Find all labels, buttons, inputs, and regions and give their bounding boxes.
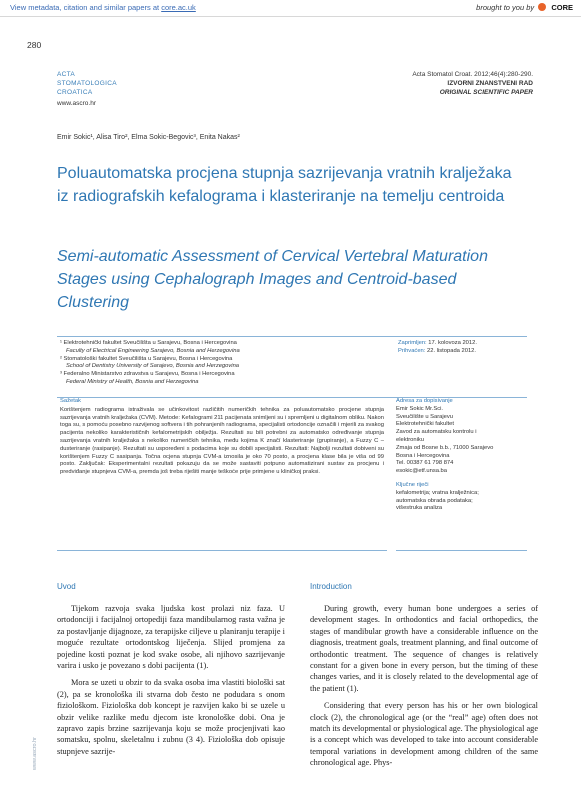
affiliations: ¹ Elektrotehnički fakultet Sveučilišta u Sarajevu, Bosna i Hercegovina Faculty of Electrical Engineering Sarajevo, Bosnia and Herzegovina ² Stomatološki fakultet Sveučilišta u Sarajevu, Bosna i Hercegovina School of Dentistry University of Sarajevo, Bosnia and Herzegovina ³ Federalno Ministarstvo zdravstva u Sarajevu, Bosna i Hercegovina Federal Ministry of Health, Bosnia and Herzegovina	[60, 340, 240, 385]
introduction-body: During growth, every human bone undergoes a series of development stages. In orthodontics and facial orthopedics, the stages of mandibular growth have a considerable influence on the diagnosis, treatment goals, treatment planning, and final outcome of orthodontic treatment. The sequence of changes is relatively constant for a given bone in every person, but the timing of these changes varies, and it is closely related to the developmental age of the patient (1). Considering that every person has his or her own biological clock (2), the chronological age (or the “real” age) often does not match its developmental or physiological age. The physiological age is a concept which was developed to take into account considerable temporal variations in development among children of the same chronological age. Phys-	[310, 604, 538, 768]
citation-block	[412, 70, 533, 97]
introduction-heading: Introduction	[310, 582, 352, 591]
side-url: www.ascro.hr	[32, 736, 38, 770]
uvod-section	[57, 582, 285, 757]
dates: Zaprimljen: 17. kolovoza 2012. Prihvaćen: 22. listopada 2012.	[398, 340, 477, 354]
core-banner	[0, 0, 581, 17]
core-metadata-link[interactable]: View metadata, citation and similar papers at core.ac.uk	[10, 3, 196, 12]
contact-email[interactable]: esokic@etf.unsa.ba	[396, 468, 448, 475]
correspondence-heading: Adresa za dopisivanje	[396, 398, 453, 404]
keywords-heading: Ključne riječi	[396, 481, 429, 488]
journal-url: www.ascro.hr	[57, 100, 97, 107]
correspondence: Adresa za dopisivanje Emir Sokic Mr.Sci. Sveučilište u Sarajevu Elektrotehnički fakultet Zavod za automatsku kontrolu i elektroniku Zmaja od Bosne b.b., 71000 Sarajevo Bosna i Hercegovina Tel. 00387 61 798 874 esokic@etf.unsa.ba Ključne riječi kefalometrija; vratna kralježnica; automatska obrada podataka; višestruka analiza	[396, 398, 527, 551]
abstract-heading: Sažetak	[60, 398, 81, 404]
abstract	[57, 398, 387, 551]
affiliation-block	[57, 336, 527, 398]
uvod-heading: Uvod	[57, 582, 76, 591]
title-croatian: Poluautomatska procjena stupnja sazrijevanja vratnih kralježaka iz radiografskih kefalograma i klasteriranje na temelju centroida	[57, 165, 512, 205]
core-brand[interactable]: brought to you by CORE	[476, 3, 573, 12]
authors: Emir Sokic¹, Alisa Tiro², Elma Sokic-Begovic³, Enita Nakas²	[57, 134, 240, 141]
core-logo-icon	[538, 3, 546, 11]
paper-type-en: ORIGINAL SCIENTIFIC PAPER	[439, 89, 533, 96]
introduction-section	[310, 582, 538, 769]
title-english: Semi-automatic Assessment of Cervical Vertebral Maturation Stages using Cephalograph Images and Centroid-based Clustering	[57, 248, 488, 311]
core-link[interactable]: core.ac.uk	[161, 3, 196, 12]
paper-type-hr: IZVORNI ZNANSTVENI RAD	[447, 80, 533, 87]
page-number: 280	[27, 40, 42, 50]
journal-name: ACTA STOMATOLOGICA CROATICA	[57, 71, 117, 96]
abstract-text: Korištenjem radiograma istraživala se učinkovitost različitih numeričkih tehnika za poluautomatsko procjene stupnja sazrijevanja vratnih kralježaka (CVM). Metode: Kefalogrami 211 pacijenata snimljeni su i spremljeni u digitalnom obliku. Nakon toga su, s pomoću posebno razvijenog softvera i tih pohranjenih radiograma, specijalisti ortodoncije označili i mjerili za svakog pacijenta nekoliko karakterističnih kefalometrijskih obilježja. Rezultati su bili potrebni za automatsko određivanje stupnja sazrijevanja vratnih kralježaka s nekoliko numeričkih tehnika, među kojima K značí klasteriranje (grupiranje), a Fuzzy C – dusteriranje (rasipanje). Rezultati su uspoređeni s podacima koje su dobili specijalisti. Rezultati: Najbolji rezultati dobiveni su korištenjem Fuzzy C sasipanja. Točna ocjena stupnja CVM-a iznosila je oko 70 posto, a procjena klase bila je viša od 99 posto. Zaključak: Eksperimentalni rezultati pokazuju da se može sastaviti potpuno automatizirani sustav za procjenu i predviđanje stupnjeva CVM-a, premda još treba riješiti manje teškoće prije primjene u kliničkoj praksi.	[60, 406, 384, 476]
uvod-body: Tijekom razvoja svaka ljudska kost prolazi niz faza. U ortodonciji i facijalnoj ortopediji faza mandibularnog rasta važna je za postavljanje dijagnoze, za terapijske ciljeve u planiranju terapije i moguće rezultate ortodontskog liječenja. Slijed promjena za pojedine kosti poznat je kod svake osobe, ali njihovo sazrijevanje varira i usko je povezano s dobi pacijenta (1). Mora se uzeti u obzir to da svaka osoba ima vlastiti biološki sat (2), pa se kronološka ili stvarna dob često ne podudara s onom fiziološkom. Fiziološka dob koncept je razvijen kako bi se uzele u obzir velike razlike među djecom iste kronološke dobi. Ona je zapravo zapis brzine sazrijevanja koju se može procjenjivati kao somatsku, spolnu, skeletalnu i zubnu (3 4). Fiziološka dob opisuje stupnjeve sazrije-	[57, 604, 285, 756]
citation-ref: Acta Stomatol Croat. 2012;46(4):280-290.	[412, 71, 533, 78]
